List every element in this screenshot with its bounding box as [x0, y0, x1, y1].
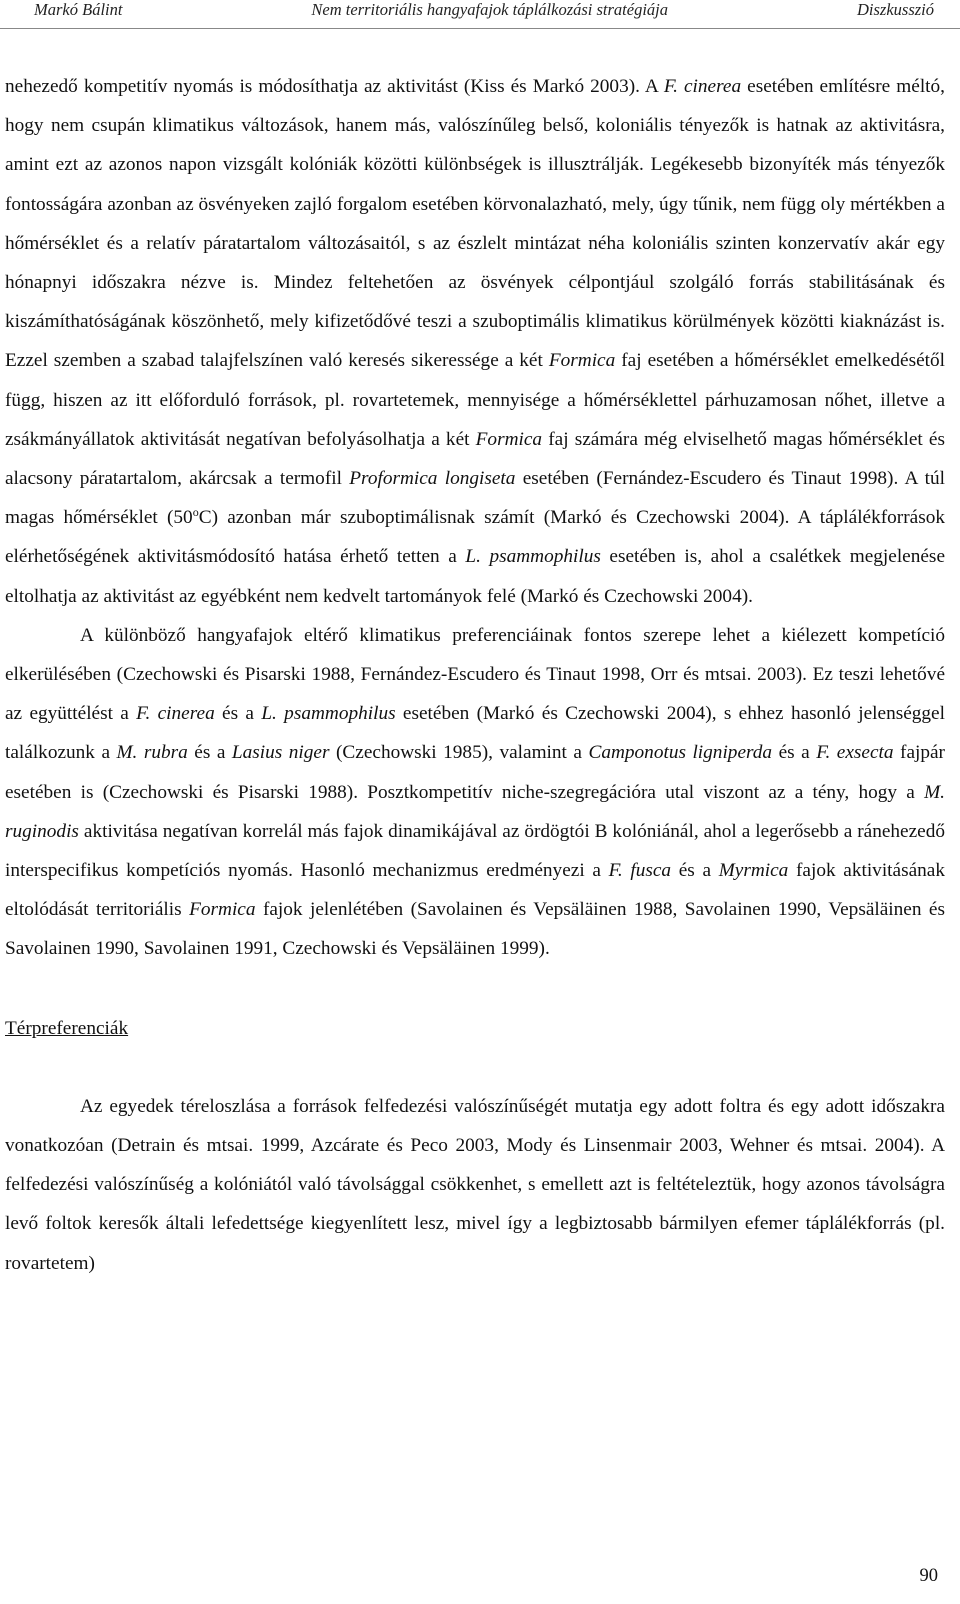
paragraph-activity-discussion	[5, 67, 945, 616]
paragraph-climatic-preferences	[5, 616, 945, 969]
page-body	[5, 67, 945, 1283]
text-run: és a	[214, 703, 262, 725]
genus-name: Formica	[189, 899, 256, 921]
text-run: nehezedő kompetitív nyomás is módosíthatja az aktivitást (Kiss és Markó 2003). A	[5, 76, 664, 97]
species-name: F. cinerea	[136, 703, 215, 725]
header-author: Markó Bálint	[34, 0, 123, 19]
page-number: 90	[919, 1566, 938, 1586]
species-name: M. rubra	[116, 742, 188, 764]
species-name: Camponotus ligniperda	[588, 742, 773, 764]
text-run: faj esetében a hőmérséklet emelkedésétől függ, hiszen az itt előforduló források, pl. rovartetemek, mennyisége a hőmérséklettel párhuzamosan nőhet, illetve a zsákmányállatok aktivitását negatívan befolyásolhatja a két	[5, 350, 945, 450]
text-run: aktivitása negatívan korrelál más fajok dinamikájával az ördögtói B kolóniánál, ahol a legerősebb a ránehezedő interspecifikus kompetíciós nyomás. Hasonló mechanizmus eredményezi a	[5, 820, 945, 882]
species-name: F. cinerea	[663, 76, 742, 97]
text-run: A különböző hangyafajok eltérő klimatikus preferenciáinak fontos szerepe lehet a kiélezett kompetíció elkerülésében (Czechowski és Pisarski 1988, Fernández-Escudero és Tinaut 1998, Orr és mtsai. 2003). Ez teszi lehetővé az együttélést a	[5, 624, 945, 725]
species-name: F. exsecta	[816, 742, 894, 764]
species-name: L. psammophilus	[261, 703, 396, 725]
text-run: és a	[772, 742, 817, 764]
text-run: esetében említésre méltó, hogy nem csupán klimatikus változások, hanem más, valószínűleg belső, koloniális tényezők is hatnak az aktivitásra, amint ezt az azonos napon vizsgált kolóniák közötti különbségek is illusztrálják. Legékesebb bizonyíték más tényezők fontosságára azonban az ösvényeken zajló forgalom esetében körvonalazható, mely, úgy tűnik, nem függ oly mértékben a hőmérséklet és a relatív páratartalom változásaitól, s az észlelt mintázat néha koloniális szinten konzervatív akár egy hónapnyi időszakra nézve is. Mindez feltehetően az ösvények célpontjául szolgáló forrás stabilitásának és kiszámíthatóságának köszönhető, mely kifizetődővé teszi a szuboptimális klimatikus körülmények közötti kiaknázást is. Ezzel szemben a szabad talajfelszínen való keresés sikeressége a két	[5, 76, 945, 372]
degree-superscript: o	[192, 505, 199, 520]
species-name: L. psammophilus	[465, 546, 601, 568]
header-title: Nem territoriális hangyafajok táplálkozási stratégiája	[311, 0, 669, 19]
text-run: faj számára még elviselhető magas hőmérséklet és alacsony páratartalom, akárcsak a termofil	[5, 428, 945, 490]
text-run: fajok aktivitásának eltolódását territoriális	[5, 860, 945, 921]
paragraph-spatial-preferences	[5, 1087, 945, 1283]
text-run: fajpár esetében is (Czechowski és Pisarski 1988). Posztkompetitív niche-szegregációra utal viszont az a tény, hogy a	[5, 742, 945, 803]
running-header	[34, 0, 934, 26]
text-run: (Czechowski 1985), valamint a	[329, 742, 589, 764]
genus-name: Formica	[475, 428, 543, 450]
species-name: Lasius niger	[231, 742, 330, 764]
species-name: Proformica longiseta	[349, 468, 516, 490]
text-run: esetében is, ahol a csalétkek megjelenése eltolhatja az aktivitást az egyébként nem kedvelt tartományok felé (Markó és Czechowski 2004).	[5, 546, 945, 607]
header-rule	[0, 28, 960, 29]
text-run: Az egyedek téreloszlása a források felfedezési valószínűségét mutatja egy adott foltra és egy adott időszakra vonatkozóan (Detrain és mtsai. 1999, Azcárate és Peco 2003, Mody és Linsenmair 2003, Wehner és mtsai. 2004). A felfedezési valószínűség a kolóniától való távolsággal csökkenhet, s emellett azt is feltételeztük, hogy azonos távolságra levő foltok keresők általi lefedettsége kiegyenlített lesz, mivel így a legbiztosabb bármilyen efemer táplálékforrás (pl. rovartetem)	[5, 1095, 945, 1274]
genus-name: Myrmica	[718, 860, 789, 882]
text-run: C) azonban már szuboptimálisnak számít (Markó és Czechowski 2004). A táplálékforrások elérhetőségének aktivitásmódosító hatása érhető tetten a	[5, 507, 945, 568]
text-run: esetében (Markó és Czechowski 2004), s ehhez hasonló jelenséggel találkozunk a	[5, 703, 945, 764]
text-run: esetében (Fernández-Escudero és Tinaut 1998). A túl magas hőmérséklet (50	[5, 468, 946, 529]
text-run: és a	[671, 860, 719, 882]
genus-name: Formica	[548, 350, 616, 372]
species-name: F. fusca	[608, 860, 672, 882]
species-name: M. ruginodis	[5, 781, 945, 842]
text-run: fajok jelenlétében (Savolainen és Vepsäläinen 1988, Savolainen 1990, Vepsäläinen és Savolainen 1990, Savolainen 1991, Czechowski és Vepsäläinen 1999).	[5, 899, 945, 960]
text-run: és a	[187, 742, 232, 764]
header-chapter: Diszkusszió	[856, 0, 934, 19]
section-heading: Térpreferenciák	[5, 1017, 129, 1039]
